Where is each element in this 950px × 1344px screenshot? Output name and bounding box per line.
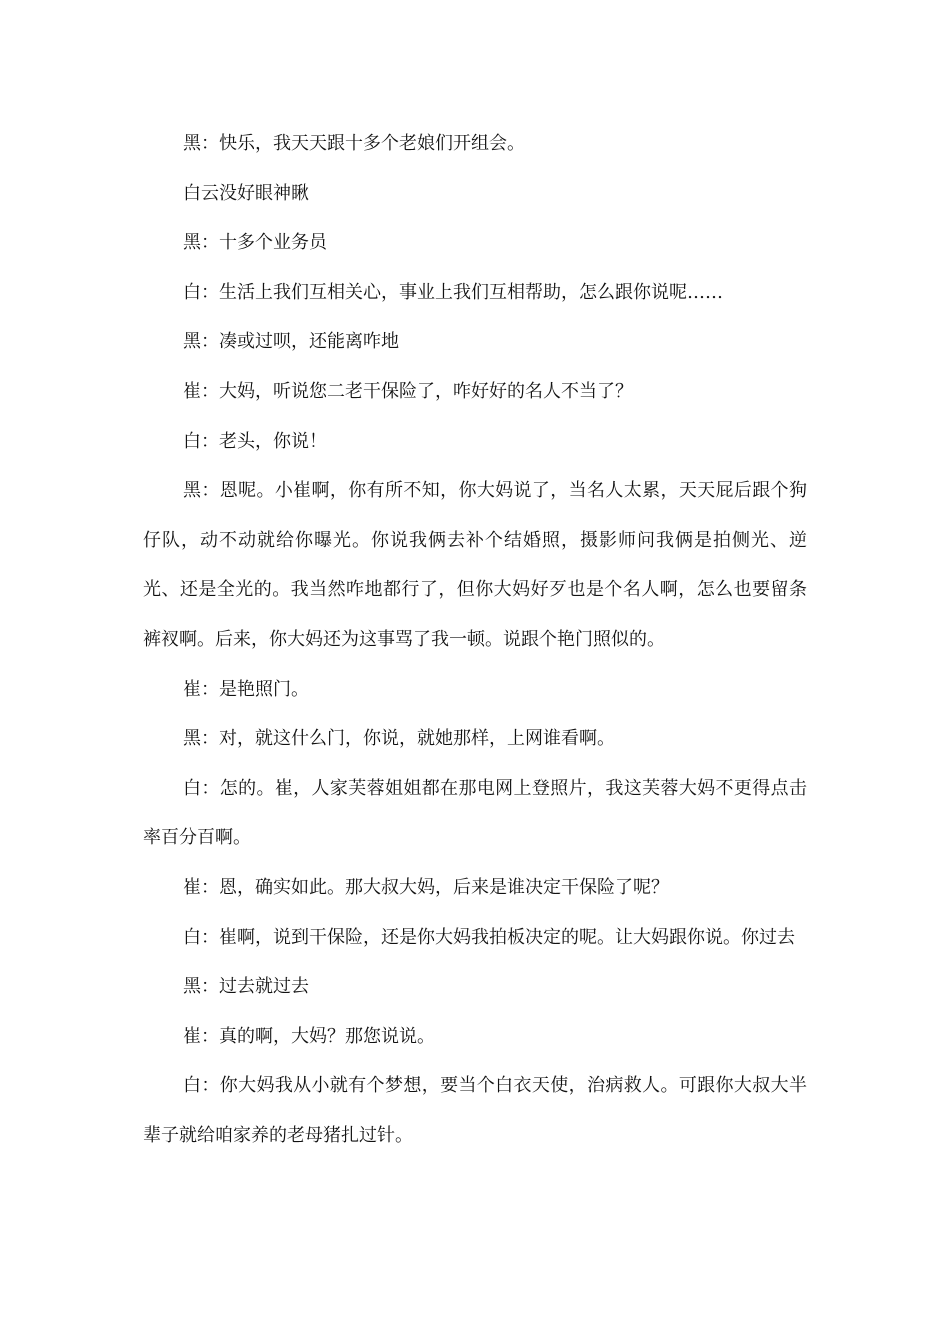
paragraph: 黑：过去就过去: [183, 976, 309, 998]
paragraph: 白：生活上我们互相关心，事业上我们互相帮助，怎么跟你说呢……: [183, 281, 723, 303]
paragraph: 白：老头，你说！: [183, 430, 327, 452]
document-body: [143, 119, 807, 1160]
paragraph: 崔：是艳照门。: [183, 678, 309, 700]
paragraph: 白：你大妈我从小就有个梦想，要当个白衣天使，治病救人。可跟你大叔大半辈子就给咱家养的老母猪扎过针。: [143, 1075, 807, 1146]
paragraph: 白云没好眼神瞅: [183, 182, 309, 204]
paragraph: 黑：恩呢。小崔啊，你有所不知，你大妈说了，当名人太累，天天屁后跟个狗仔队，动不动就给你曝光。你说我俩去补个结婚照，摄影师问我俩是拍侧光、逆光、还是全光的。我当然咋地都行了，但你大妈好歹也是个名人啊，怎么也要留条裤衩啊。后来，你大妈还为这事骂了我一顿。说跟个艳门照似的。: [143, 480, 807, 650]
paragraph: 黑：快乐，我天天跟十多个老娘们开组会。: [183, 133, 525, 154]
paragraph: 白：崔啊，说到干保险，还是你大妈我拍板决定的呢。让大妈跟你说。你过去: [183, 926, 795, 948]
paragraph: 崔：大妈，听说您二老干保险了，咋好好的名人不当了？: [183, 380, 633, 402]
paragraph: 崔：恩，确实如此。那大叔大妈，后来是谁决定干保险了呢？: [183, 876, 669, 898]
paragraph: 黑：对，就这什么门，你说，就她那样，上网谁看啊。: [183, 728, 615, 750]
paragraph: 黑：凑或过呗，还能离咋地: [183, 331, 399, 353]
paragraph: 黑：十多个业务员: [183, 232, 327, 254]
paragraph: 白：怎的。崔，人家芙蓉姐姐都在那电网上登照片，我这芙蓉大妈不更得点击率百分百啊。: [143, 777, 807, 849]
paragraph: 崔：真的啊，大妈？那您说说。: [183, 1025, 435, 1047]
